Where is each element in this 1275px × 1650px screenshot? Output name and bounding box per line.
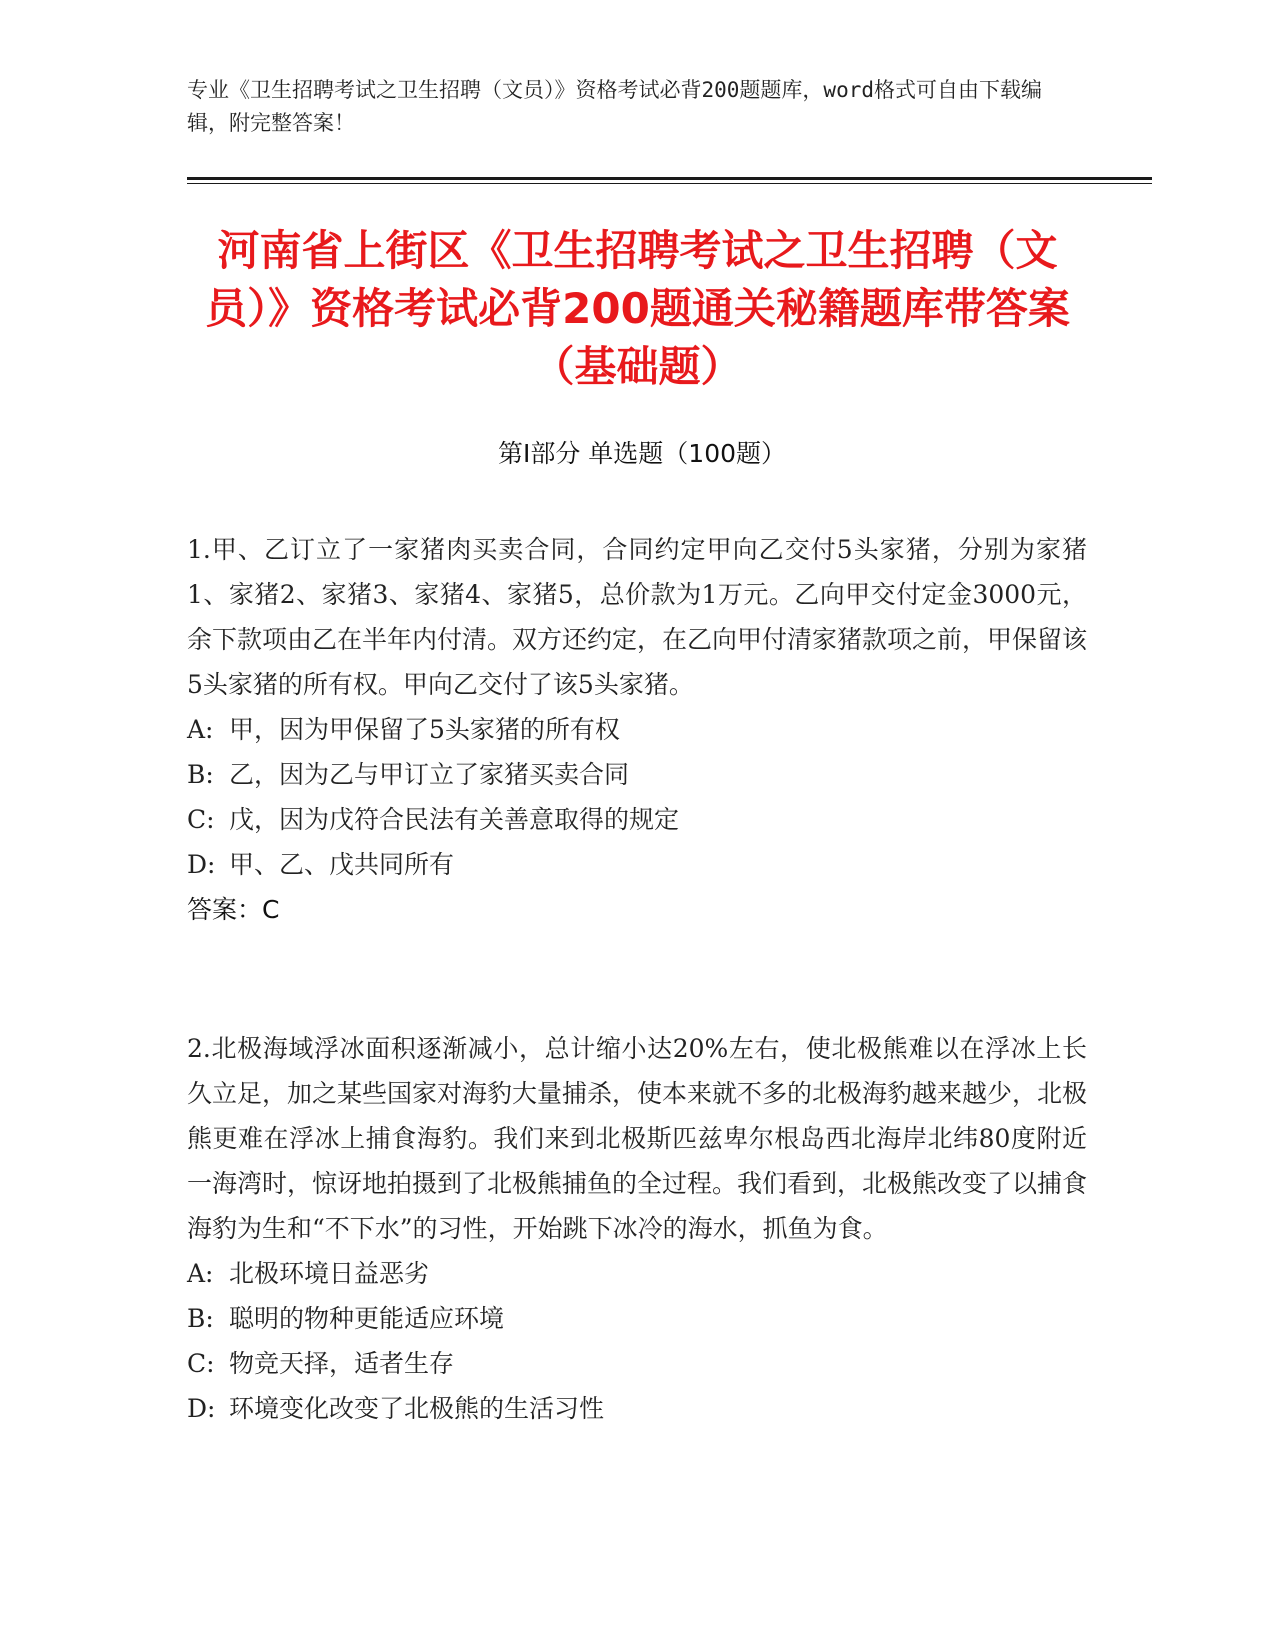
option-text: 甲，因为甲保留了5头家猪的所有权 — [229, 715, 620, 744]
option-key: B: — [187, 1304, 214, 1333]
option-d — [187, 1386, 1087, 1431]
option-b — [187, 1296, 1087, 1341]
option-key: A: — [187, 1259, 214, 1288]
option-d — [187, 842, 1087, 887]
question-1 — [187, 527, 1087, 932]
answer-line: 答案：C — [187, 895, 280, 924]
option-text: 甲、乙、戊共同所有 — [229, 850, 455, 879]
question-stem: 1.甲、乙订立了一家猪肉买卖合同，合同约定甲向乙交付5头家猪，分别为家猪1、家猪2、家猪3、家猪4、家猪5，总价款为1万元。乙向甲交付定金3000元，余下款项由乙在半年内付清。双方还约定，在乙向甲付清家猪款项之前，甲保留该5头家猪的所有权。甲向乙交付了该5头家猪。 — [187, 535, 1088, 699]
option-key: D: — [187, 850, 216, 879]
option-text: 物竞天择，适者生存 — [229, 1349, 455, 1378]
option-key: B: — [187, 760, 214, 789]
option-a — [187, 1251, 1087, 1296]
option-key: D: — [187, 1394, 216, 1423]
option-c — [187, 1341, 1087, 1386]
option-b — [187, 752, 1087, 797]
section-heading: 第Ⅰ部分 单选题（100题） — [497, 439, 787, 468]
option-c — [187, 797, 1087, 842]
header-divider — [187, 177, 1152, 180]
header-note: 专业《卫生招聘考试之卫生招聘（文员）》资格考试必背200题题库，word格式可自由下载编辑，附完整答案！ — [187, 78, 1042, 135]
question-2 — [187, 1026, 1087, 1431]
option-key: C: — [187, 1349, 215, 1378]
question-stem: 2.北极海域浮冰面积逐渐减小，总计缩小达20%左右，使北极熊难以在浮冰上长久立足，加之某些国家对海豹大量捕杀，使本来就不多的北极海豹越来越少，北极熊更难在浮冰上捕食海豹。我们来到北极斯匹兹卑尔根岛西北海岸北纬80度附近一海湾时，惊讶地拍摄到了北极熊捕鱼的全过程。我们看到，北极熊改变了以捕食海豹为生和“不下水”的习性，开始跳下冰冷的海水，抓鱼为食。 — [187, 1034, 1088, 1243]
option-key: C: — [187, 805, 215, 834]
option-text: 聪明的物种更能适应环境 — [229, 1304, 505, 1333]
option-text: 戊，因为戊符合民法有关善意取得的规定 — [229, 805, 680, 834]
option-text: 环境变化改变了北极熊的生活习性 — [229, 1394, 605, 1423]
option-text: 乙，因为乙与甲订立了家猪买卖合同 — [229, 760, 630, 789]
document-title: 河南省上街区《卫生招聘考试之卫生招聘（文员）》资格考试必背200题通关秘籍题库带答案（基础题） — [205, 226, 1070, 391]
option-a — [187, 707, 1087, 752]
option-text: 北极环境日益恶劣 — [229, 1259, 430, 1288]
header-divider-thin — [187, 183, 1152, 184]
option-key: A: — [187, 715, 214, 744]
